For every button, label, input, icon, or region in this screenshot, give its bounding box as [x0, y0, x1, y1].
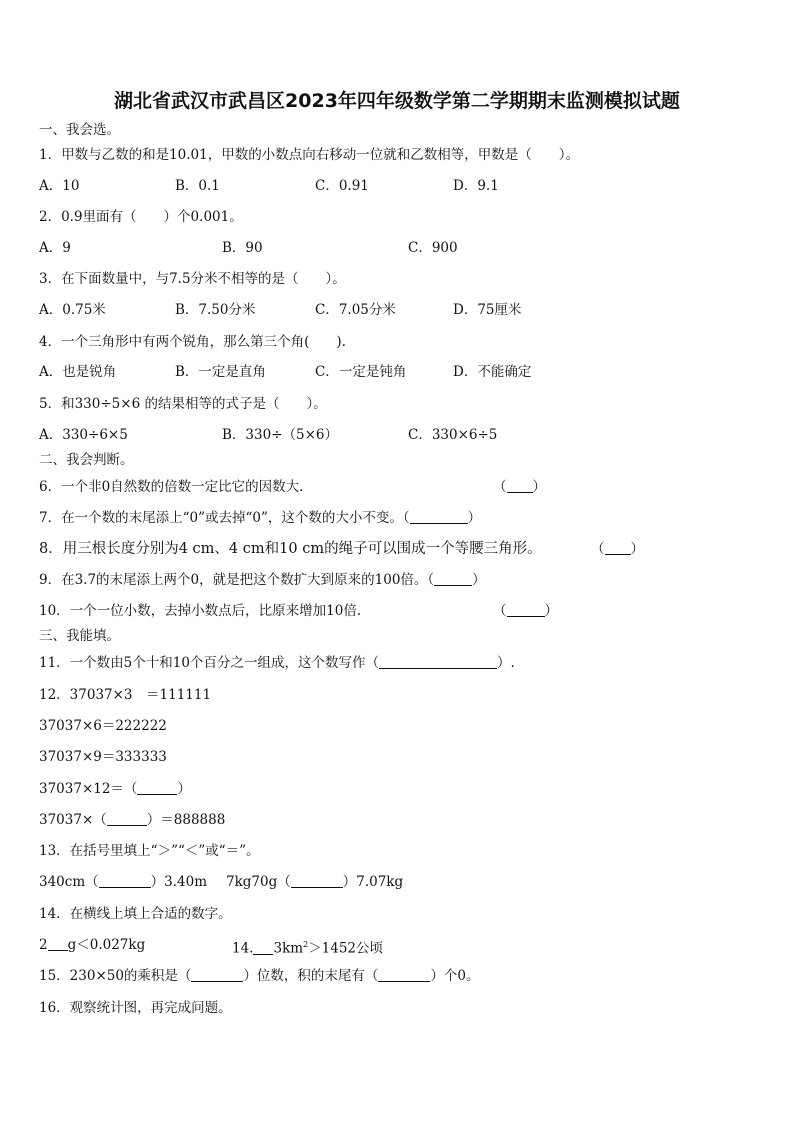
q1-option-d: D．9.1	[453, 178, 499, 194]
q13-compare-b	[226, 873, 403, 891]
q12-line-5-right: ）＝888888	[146, 812, 226, 828]
q8-underline	[605, 541, 631, 555]
question-14: 14．在横线上填上合适的数字。	[39, 906, 232, 922]
q12-line-5-left: 37037×（	[39, 812, 107, 828]
q12-line-4	[39, 780, 191, 798]
q12-line-2: 37037×6＝222222	[39, 718, 167, 734]
q3-option-c: C．7.05分米	[315, 302, 396, 318]
q11-close: ）.	[496, 655, 515, 671]
question-13: 13．在括号里填上“＞”“＜”或“＝”。	[39, 843, 260, 859]
question-9	[39, 571, 486, 589]
question-16: 16．观察统计图，再完成问题。	[39, 1000, 232, 1016]
q14-b-right: ＞1452公顷	[308, 940, 384, 957]
question-1: 1．甲数与乙数的和是10.01，甲数的小数点向右移动一位就和乙数相等，甲数是（ ）。	[39, 147, 579, 163]
q13-compare-a	[39, 873, 207, 891]
q2-option-b: B．90	[222, 240, 263, 256]
q4-option-d: D．不能确定	[453, 364, 532, 380]
q12-line-1: 12．37037×3 ＝111111	[39, 687, 212, 703]
q2-option-c: C．900	[408, 240, 458, 256]
q9-close: ）	[472, 572, 486, 588]
question-3: 3．在下面数量中，与7.5分米不相等的是（ ）。	[39, 271, 346, 287]
q11-text: 11．一个数由5个十和10个百分之一组成，这个数写作（	[39, 655, 379, 671]
q6-paren-close: ）	[532, 479, 546, 495]
q14-blank-b[interactable]	[253, 941, 273, 955]
q13-blank-b[interactable]	[291, 874, 343, 888]
q11-answer-blank[interactable]	[379, 655, 497, 669]
q5-option-a: A．330÷6×5	[39, 427, 128, 443]
q15-part-a: 15．230×50的乘积是（	[39, 968, 192, 984]
q13-a-right: ）3.40m	[150, 874, 208, 890]
question-6: 6．一个非0自然数的倍数一定比它的因数大.	[39, 479, 304, 495]
q6-underline	[507, 479, 533, 493]
q10-answer-blank[interactable]	[493, 602, 558, 620]
q10-paren-close: ）	[544, 603, 558, 619]
q15-blank-2[interactable]	[378, 968, 430, 982]
q4-option-a: A．也是锐角	[39, 364, 117, 380]
q7-answer-blank[interactable]	[410, 510, 468, 524]
q1-option-c: C．0.91	[315, 178, 369, 194]
q14-item-b	[232, 936, 383, 958]
q3-option-b: B．7.50分米	[175, 302, 256, 318]
q1-option-b: B．0.1	[175, 178, 220, 194]
q5-option-b: B．330÷（5×6）	[222, 427, 338, 443]
question-4: 4．一个三角形中有两个锐角，那么第三个角( ).	[39, 334, 346, 350]
q2-option-a: A．9	[39, 240, 71, 256]
question-10: 10．一个一位小数，去掉小数点后，比原来增加10倍.	[39, 603, 362, 619]
question-2: 2．0.9里面有（ ）个0.001。	[39, 209, 243, 225]
q14-a-left: 2	[39, 937, 48, 953]
q6-paren-open: （	[493, 479, 507, 495]
q12-blank-2[interactable]	[107, 812, 147, 826]
q9-text: 9．在3.7的末尾添上两个0，就是把这个数扩大到原来的100倍。（	[39, 572, 435, 588]
q13-b-left: 7kg70g（	[226, 874, 291, 890]
q12-line-4-right: ）	[177, 781, 191, 797]
section-heading-judge: 二、我会判断。	[39, 452, 134, 468]
q4-option-b: B．一定是直角	[175, 364, 266, 380]
q12-line-3: 37037×9＝333333	[39, 749, 167, 765]
q14-blank-a[interactable]	[48, 937, 68, 951]
q15-part-b: ）位数，积的末尾有（	[243, 968, 379, 984]
q7-text: 7．在一个数的末尾添上“0”或去掉“0”，这个数的大小不变。（	[39, 510, 410, 526]
q14-b-left: 14.	[232, 940, 254, 957]
q14-item-a	[39, 936, 145, 954]
q7-close: ）	[467, 510, 482, 526]
question-8: 8．用三根长度分别为4 cm、4 cm和10 cm的绳子可以围成一个等腰三角形。	[39, 541, 542, 557]
q9-answer-blank[interactable]	[434, 572, 472, 586]
q15-part-c: ）个0。	[430, 968, 480, 984]
question-5: 5．和330÷5×6 的结果相等的式子是（ ）。	[39, 396, 327, 412]
q12-blank-1[interactable]	[137, 781, 177, 795]
q3-option-a: A．0.75米	[39, 302, 106, 318]
q14-b-superscript: 2	[303, 940, 309, 949]
section-heading-fill: 三、我能填。	[39, 628, 120, 644]
question-15	[39, 967, 480, 985]
q8-answer-blank[interactable]	[591, 540, 644, 558]
q5-option-c: C．330×6÷5	[408, 427, 498, 443]
q13-blank-a[interactable]	[99, 874, 151, 888]
q10-paren-open: （	[493, 603, 507, 619]
q12-line-4-left: 37037×12＝（	[39, 781, 138, 797]
question-11	[39, 654, 515, 672]
q15-blank-1[interactable]	[191, 968, 243, 982]
q3-option-d: D．75厘米	[453, 302, 522, 318]
q8-paren-open: （	[591, 541, 605, 557]
q12-line-5	[39, 811, 225, 829]
section-heading-choice: 一、我会选。	[39, 122, 120, 138]
q6-answer-blank[interactable]	[493, 478, 546, 496]
q8-paren-close: ）	[630, 541, 644, 557]
question-7	[39, 509, 481, 527]
q10-underline	[507, 603, 545, 617]
q1-option-a: A．10	[39, 178, 80, 194]
q14-b-mid: 3km	[273, 940, 304, 957]
q14-a-right: g＜0.027kg	[67, 937, 146, 953]
q13-a-left: 340cm（	[39, 874, 99, 890]
q4-option-c: C．一定是钝角	[315, 364, 407, 380]
page-title: 湖北省武汉市武昌区2023年四年级数学第二学期期末监测模拟试题	[114, 90, 680, 112]
q13-b-right: ）7.07kg	[342, 874, 404, 890]
